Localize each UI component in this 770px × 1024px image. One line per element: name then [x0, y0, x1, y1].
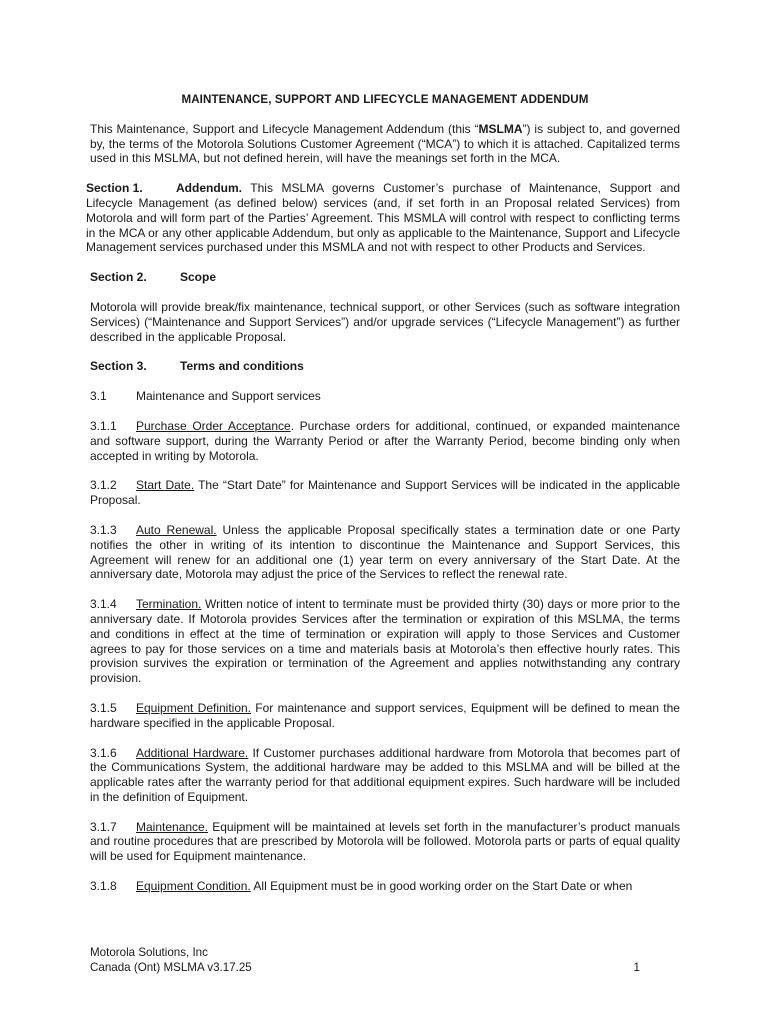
clause-title: Equipment Definition. — [136, 700, 252, 715]
clause-number: 3.1.2 — [90, 478, 117, 493]
section-2-title: Scope — [180, 270, 217, 285]
section-3-number: Section 3. — [90, 359, 147, 374]
subsection-3-1 — [90, 389, 680, 404]
clause-text: Written notice of intent to terminate must be provided thirty (30) days or more prior to the anniversary date. If Motorola provides Services after the termination or expiration of this MSLMA, the terms and conditions in effect at the time of termination or expiration will apply to those Services and Customer agrees to pay for those services on a time and materials basis at Motorola’s then effective hourly rates. This provision survives the expiration or termination of the Agreement and applies notwithstanding any contrary provision. — [90, 597, 680, 686]
clause-3-1-3 — [90, 523, 680, 582]
clause-number: 3.1.5 — [90, 700, 117, 715]
section-2-number: Section 2. — [90, 270, 147, 285]
clause-title: Equipment Condition. — [136, 879, 251, 894]
clause-3-1-2 — [90, 478, 680, 508]
clause-3-1-6 — [90, 746, 680, 805]
section-3-heading — [90, 359, 680, 374]
page-number: 1 — [633, 961, 640, 974]
clause-number: 3.1.7 — [90, 819, 117, 834]
clause-number: 3.1.8 — [90, 879, 117, 894]
clause-3-1-8 — [90, 879, 680, 894]
clause-number: 3.1.4 — [90, 597, 117, 612]
section-1-number: Section 1. — [86, 181, 143, 196]
intro-defined-term: MSLMA — [478, 121, 523, 136]
document-page — [86, 93, 680, 894]
intro-paragraph — [90, 122, 680, 166]
footer-version: Canada (Ont) MSLMA v3.17.25 — [90, 960, 252, 974]
page-footer — [90, 946, 640, 976]
section-1-text: This MSLMA governs Customer’s purchase of Maintenance, Support and Lifecycle Management (as defined below) services (and, if set forth in an Proposal related Services) from Motorola and will form part of the Parties’ Agreement. This MSMLA will control with respect to conflicting terms in the MCA or any other applicable Addendum, but only as applicable to the Maintenance, Support and Lifecycle Management services purchased under this MSMLA and not with respect to other Products and Services. — [86, 181, 680, 255]
clause-title: Auto Renewal. — [136, 522, 217, 537]
clause-3-1-7 — [90, 820, 680, 864]
section-3-title: Terms and conditions — [180, 359, 304, 374]
footer-company: Motorola Solutions, Inc — [90, 946, 208, 959]
clause-number: 3.1.6 — [90, 745, 117, 760]
clause-title: Start Date. — [136, 478, 195, 493]
intro-text-b: ”) is subject to, and governed by, the terms of the Motorola Solutions Customer Agreement (“MCA”) to which it is attached. Capitalized terms used in this MSLMA, but not defined herein, will have the meanings set forth in the MCA. — [90, 121, 680, 166]
title-part-2: LIFECYCLE MANAGEMENT ADDENDUM — [363, 93, 589, 106]
section-2-text: Motorola will provide break/fix maintenance, technical support, or other Services (such as software integration Services) (“Maintenance and Support Services”) and/or upgrade services (“Lifecycle Management”) as further described in the applicable Proposal. — [90, 299, 680, 344]
section-2-heading — [90, 270, 680, 285]
section-1-title: Addendum. — [176, 181, 242, 196]
subsection-3-1-number: 3.1 — [90, 389, 107, 404]
clause-title: Additional Hardware. — [136, 745, 249, 760]
clause-3-1-4 — [90, 597, 680, 686]
clause-title: Purchase Order Acceptance — [136, 418, 291, 433]
intro-text-a: This Maintenance, Support and Lifecycle Management Addendum (this “ — [90, 121, 479, 136]
clause-number: 3.1.1 — [90, 418, 117, 433]
clause-text: Equipment will be maintained at levels set forth in the manufacturer’s product manuals and routine procedures that are prescribed by Motorola will be followed. Motorola parts or parts of equal quality will be used for Equipment maintenance. — [90, 819, 680, 864]
subsection-3-1-title: Maintenance and Support services — [136, 389, 321, 404]
clause-separator: . — [290, 418, 295, 433]
clause-text: The “Start Date” for Maintenance and Support Services will be indicated in the applicable Proposal. — [90, 478, 680, 508]
clause-title: Maintenance. — [136, 819, 209, 834]
clause-text: Unless the applicable Proposal specifically states a termination date or one Party notifies the other in writing of its intention to discontinue the Maintenance and Support Services, this Agreement will renew for an additional one (1) year term on every anniversary of the Start Date. At the anniversary date, Motorola may adjust the price of the Services to reflect the renewal rate. — [90, 522, 680, 582]
section-1 — [86, 181, 680, 255]
title-part-1: MAINTENANCE, SUPPORT AND — [181, 93, 364, 106]
clause-3-1-5 — [90, 701, 680, 731]
clause-title: Termination. — [136, 597, 202, 612]
document-title — [90, 93, 680, 108]
clause-text: All Equipment must be in good working order on the Start Date or when — [250, 879, 633, 894]
clause-text: If Customer purchases additional hardware from Motorola that becomes part of the Communications System, the additional hardware may be added to this MSLMA and will be billed at the applicable rates after the warranty period for that additional equipment expires. Such hardware will be included in the definition of Equipment. — [90, 745, 680, 804]
clause-3-1-1 — [90, 419, 680, 463]
clause-text: For maintenance and support services, Equipment will be defined to mean the hardware specified in the applicable Proposal. — [90, 700, 680, 730]
clause-list — [90, 419, 680, 894]
clause-text: Purchase orders for additional, continued, or expanded maintenance and software support, during the Warranty Period or after the Warranty Period, become binding only when accepted in writing by Motorola. — [90, 418, 680, 463]
clause-number: 3.1.3 — [90, 522, 117, 537]
